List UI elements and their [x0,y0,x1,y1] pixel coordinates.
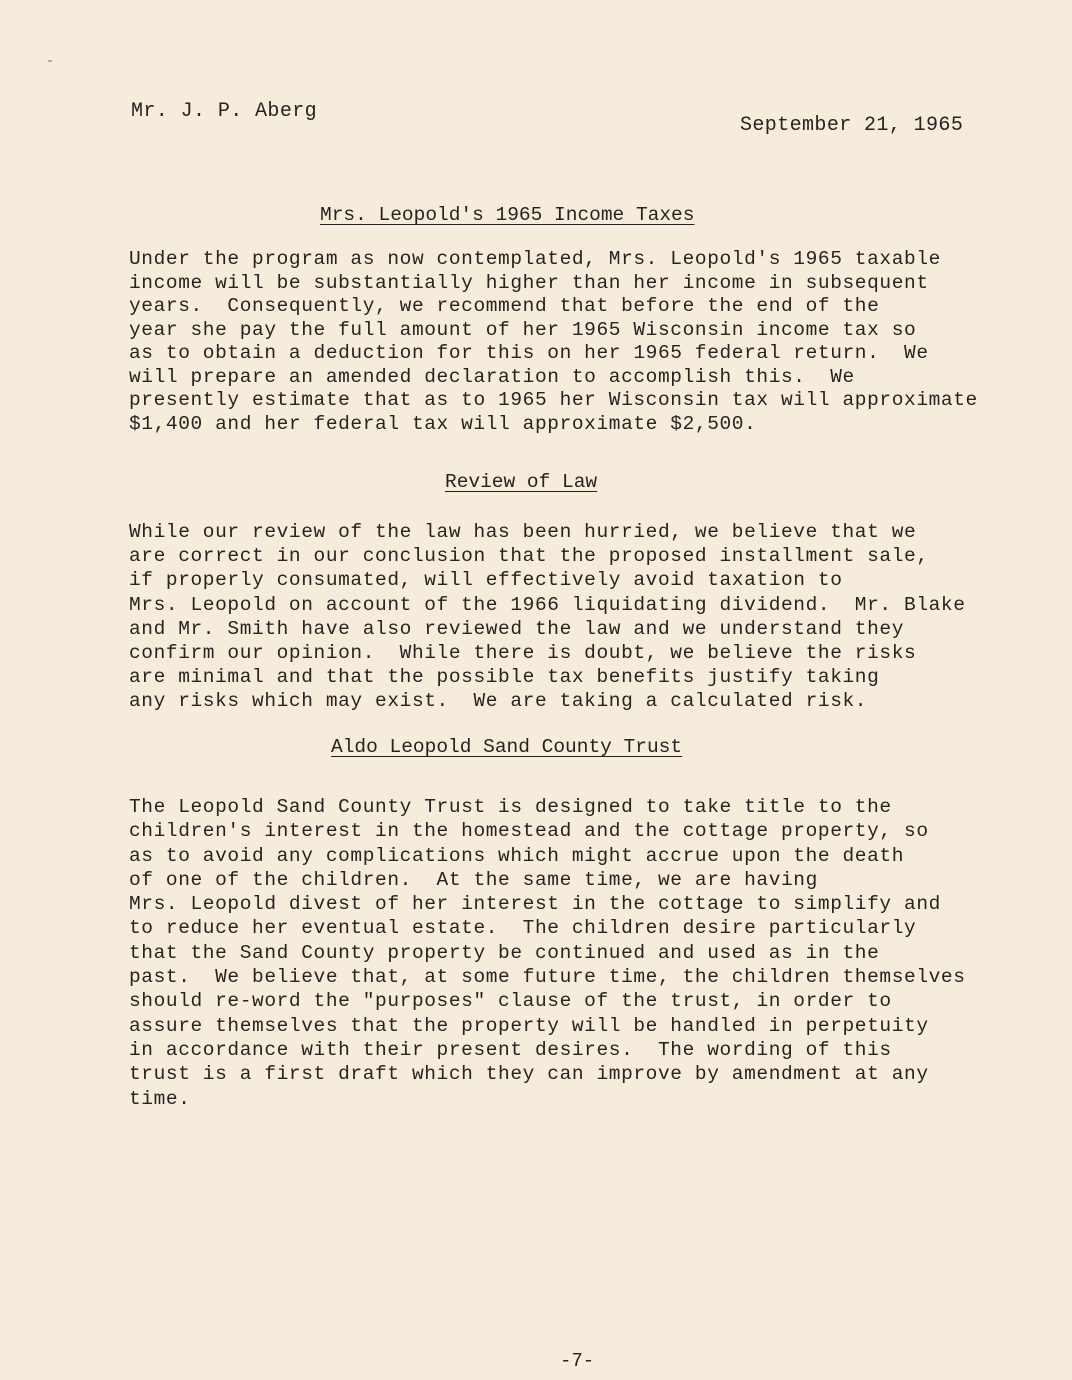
section-heading-sand-county-trust: Aldo Leopold Sand County Trust [331,736,683,758]
text-line: Mrs. Leopold on account of the 1966 liquidating dividend. Mr. Blake [129,593,966,616]
text-line: $1,400 and her federal tax will approximate $2,500. [129,412,757,435]
section-heading-review-of-law: Review of Law [445,471,598,493]
text-line: as to obtain a deduction for this on her 1965 federal return. We [129,342,929,364]
text-line: Mrs. Leopold divest of her interest in the cottage to simplify and [129,893,941,916]
text-line: Under the program as now contemplated, Mrs. Leopold's 1965 taxable [129,248,941,270]
text-line: presently estimate that as to 1965 her Wisconsin tax will approximate [129,389,978,411]
text-line: While our review of the law has been hurried, we believe that we [129,521,917,543]
addressee: Mr. J. P. Aberg [131,100,318,123]
page-number: -7- [560,1350,595,1372]
text-line: confirm our opinion. While there is doubt, we believe the risks [129,642,917,665]
text-line: trust is a first draft which they can improve by amendment at any [129,1063,929,1086]
text-line: are correct in our conclusion that the proposed installment sale, [129,545,929,568]
section-body-income-taxes [129,248,978,436]
section-body-sand-county-trust [129,795,966,1111]
text-line: year she pay the full amount of her 1965 Wisconsin income tax so [129,318,917,341]
text-line: should re-word the "purposes" clause of the trust, in order to [129,990,892,1013]
text-line: as to avoid any complications which might accrue upon the death [129,844,905,867]
text-line: if properly consumated, will effectively avoid taxation to [129,569,843,592]
text-line: years. Consequently, we recommend that before the end of the [129,295,880,317]
text-line: and Mr. Smith have also reviewed the law and we understand they [129,617,905,640]
text-line: will prepare an amended declaration to accomplish this. We [129,365,855,388]
text-line: children's interest in the homestead and the cottage property, so [129,820,929,843]
text-line: are minimal and that the possible tax benefits justify taking [129,666,880,689]
text-line: assure themselves that the property will be handled in perpetuity [129,1014,929,1037]
letter-date: September 21, 1965 [740,114,964,137]
text-line: The Leopold Sand County Trust is designed to take title to the [129,796,892,818]
section-heading-income-taxes: Mrs. Leopold's 1965 Income Taxes [320,204,695,226]
text-line: time. [129,1087,191,1110]
section-body-review-of-law [129,520,966,714]
text-line: of one of the children. At the same time, we are having [129,868,818,891]
text-line: past. We believe that, at some future time, the children themselves [129,966,966,989]
paper-speck [48,60,52,62]
text-line: income will be substantially higher than her income in subsequent [129,271,929,294]
text-line: any risks which may exist. We are taking a calculated risk. [129,690,868,713]
text-line: in accordance with their present desires. The wording of this [129,1038,892,1061]
text-line: that the Sand County property be continued and used as in the [129,941,880,964]
text-line: to reduce her eventual estate. The children desire particularly [129,917,917,940]
